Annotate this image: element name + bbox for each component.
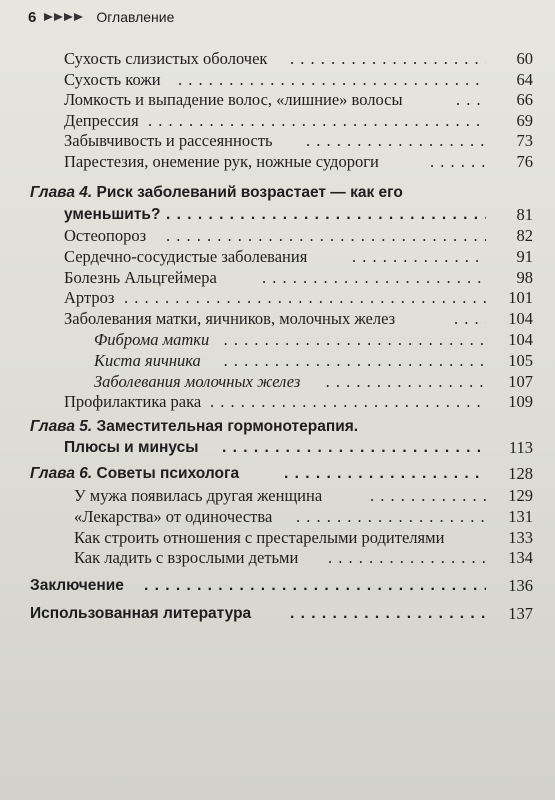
entry-page: 98 [516, 268, 533, 287]
page-number: 6 [28, 8, 37, 26]
entry-title: Остеопороз [64, 226, 147, 245]
entry-page: 76 [516, 152, 533, 171]
chapter-label: Глава 4. [30, 184, 93, 201]
entry-page: 104 [508, 330, 533, 349]
entry-page: 60 [516, 49, 533, 68]
toc-entry [0, 69, 555, 91]
entry-page: 101 [508, 288, 533, 307]
entry-page: 91 [516, 247, 533, 266]
entry-title: Плюсы и минусы [64, 439, 199, 456]
chapter-label: Глава 6. [30, 465, 93, 482]
dot-leader [430, 151, 486, 173]
entry-title: «Лекарства» от одиночества [74, 507, 273, 526]
entry-title: Фиброма матки [94, 330, 210, 349]
chapter-heading [0, 463, 555, 485]
toc-entry-major [0, 603, 555, 625]
entry-page: 105 [508, 351, 533, 370]
entry-page: 69 [516, 111, 533, 130]
entry-title: Забывчивость и рассеянность [64, 131, 273, 150]
toc-entry-major [0, 575, 555, 597]
toc-entry [0, 485, 555, 507]
entry-page: 66 [516, 90, 533, 109]
arrow-ornament-icon [44, 13, 84, 21]
chapter-heading [0, 416, 555, 438]
chapter-heading-continued [0, 204, 555, 226]
chapter-label: Глава 5. [30, 418, 93, 435]
dot-leader [166, 225, 486, 247]
dot-leader [290, 48, 486, 70]
dot-leader [224, 350, 486, 372]
toc-entry [0, 246, 555, 268]
dot-leader [296, 506, 486, 528]
toc-entry [0, 151, 555, 173]
toc-entry [0, 287, 555, 309]
chapter-title: Советы психолога [96, 465, 240, 482]
entry-title: Ломкость и выпадение волос, «лишние» волосы [64, 90, 403, 109]
toc-entry [0, 48, 555, 70]
dot-leader [148, 110, 486, 132]
entry-page: 107 [508, 372, 533, 391]
entry-page: 81 [516, 205, 533, 224]
toc-entry [0, 506, 555, 528]
entry-title: Болезнь Альцгеймера [64, 268, 217, 287]
entry-page: 82 [516, 226, 533, 245]
toc-subentry [0, 350, 555, 372]
dot-leader [284, 463, 486, 485]
entry-page: 131 [508, 507, 533, 526]
entry-page: 137 [508, 604, 533, 623]
chapter-title: Риск заболеваний возрастает — как его [96, 184, 403, 201]
dot-leader [290, 603, 486, 625]
dot-leader [166, 204, 486, 226]
header-title: Оглавление [96, 9, 175, 25]
entry-title: уменьшить? [64, 206, 161, 223]
toc-entry [0, 391, 555, 413]
entry-title: Сухость слизистых оболочек [64, 49, 268, 68]
dot-leader [454, 308, 486, 330]
toc-entry [0, 89, 555, 111]
entry-page: 136 [508, 576, 533, 595]
entry-title: У мужа появилась другая женщина [74, 486, 323, 505]
dot-leader [352, 246, 486, 268]
dot-leader [326, 371, 486, 393]
dot-leader [210, 391, 486, 413]
dot-leader [124, 287, 486, 309]
toc-entry [0, 130, 555, 152]
entry-page: 128 [508, 464, 533, 483]
toc-entry [0, 267, 555, 289]
dot-leader [328, 547, 486, 569]
dot-leader [262, 267, 486, 289]
entry-title: Заболевания матки, яичников, молочных желез [64, 309, 396, 328]
dot-leader [456, 89, 486, 111]
entry-title: Как ладить с взрослыми детьми [74, 548, 299, 567]
entry-title: Сухость кожи [64, 70, 161, 89]
toc-entry [0, 527, 555, 549]
entry-title: Как строить отношения с престарелыми родителями [74, 528, 445, 547]
entry-page: 64 [516, 70, 533, 89]
entry-page: 109 [508, 392, 533, 411]
dot-leader [370, 485, 486, 507]
chapter-heading-continued [0, 437, 555, 459]
entry-title: Артроз [64, 288, 115, 307]
dot-leader [222, 437, 486, 459]
dot-leader [144, 575, 486, 597]
chapter-heading [0, 182, 555, 204]
entry-title: Парестезия, онемение рук, ножные судороги [64, 152, 379, 171]
toc-entry [0, 308, 555, 330]
entry-title: Депрессия [64, 111, 139, 130]
dot-leader [178, 69, 486, 91]
toc-entry [0, 547, 555, 569]
toc-entry [0, 225, 555, 247]
entry-title: Заболевания молочных желез [94, 372, 301, 391]
entry-title: Киста яичника [94, 351, 201, 370]
entry-title: Заключение [30, 577, 124, 594]
page-header [28, 6, 174, 28]
dot-leader [306, 130, 486, 152]
entry-page: 73 [516, 131, 533, 150]
entry-page: 113 [508, 438, 533, 457]
entry-page: 129 [508, 486, 533, 505]
toc-subentry [0, 371, 555, 393]
entry-page: 104 [508, 309, 533, 328]
entry-page: 133 [508, 528, 533, 547]
entry-title: Использованная литература [30, 605, 252, 622]
chapter-title: Заместительная гормонотерапия. [96, 418, 359, 435]
entry-title: Сердечно-сосудистые заболевания [64, 247, 308, 266]
entry-title: Профилактика рака [64, 392, 202, 411]
toc-entry [0, 110, 555, 132]
entry-page: 134 [508, 548, 533, 567]
toc-subentry [0, 329, 555, 351]
dot-leader [224, 329, 486, 351]
